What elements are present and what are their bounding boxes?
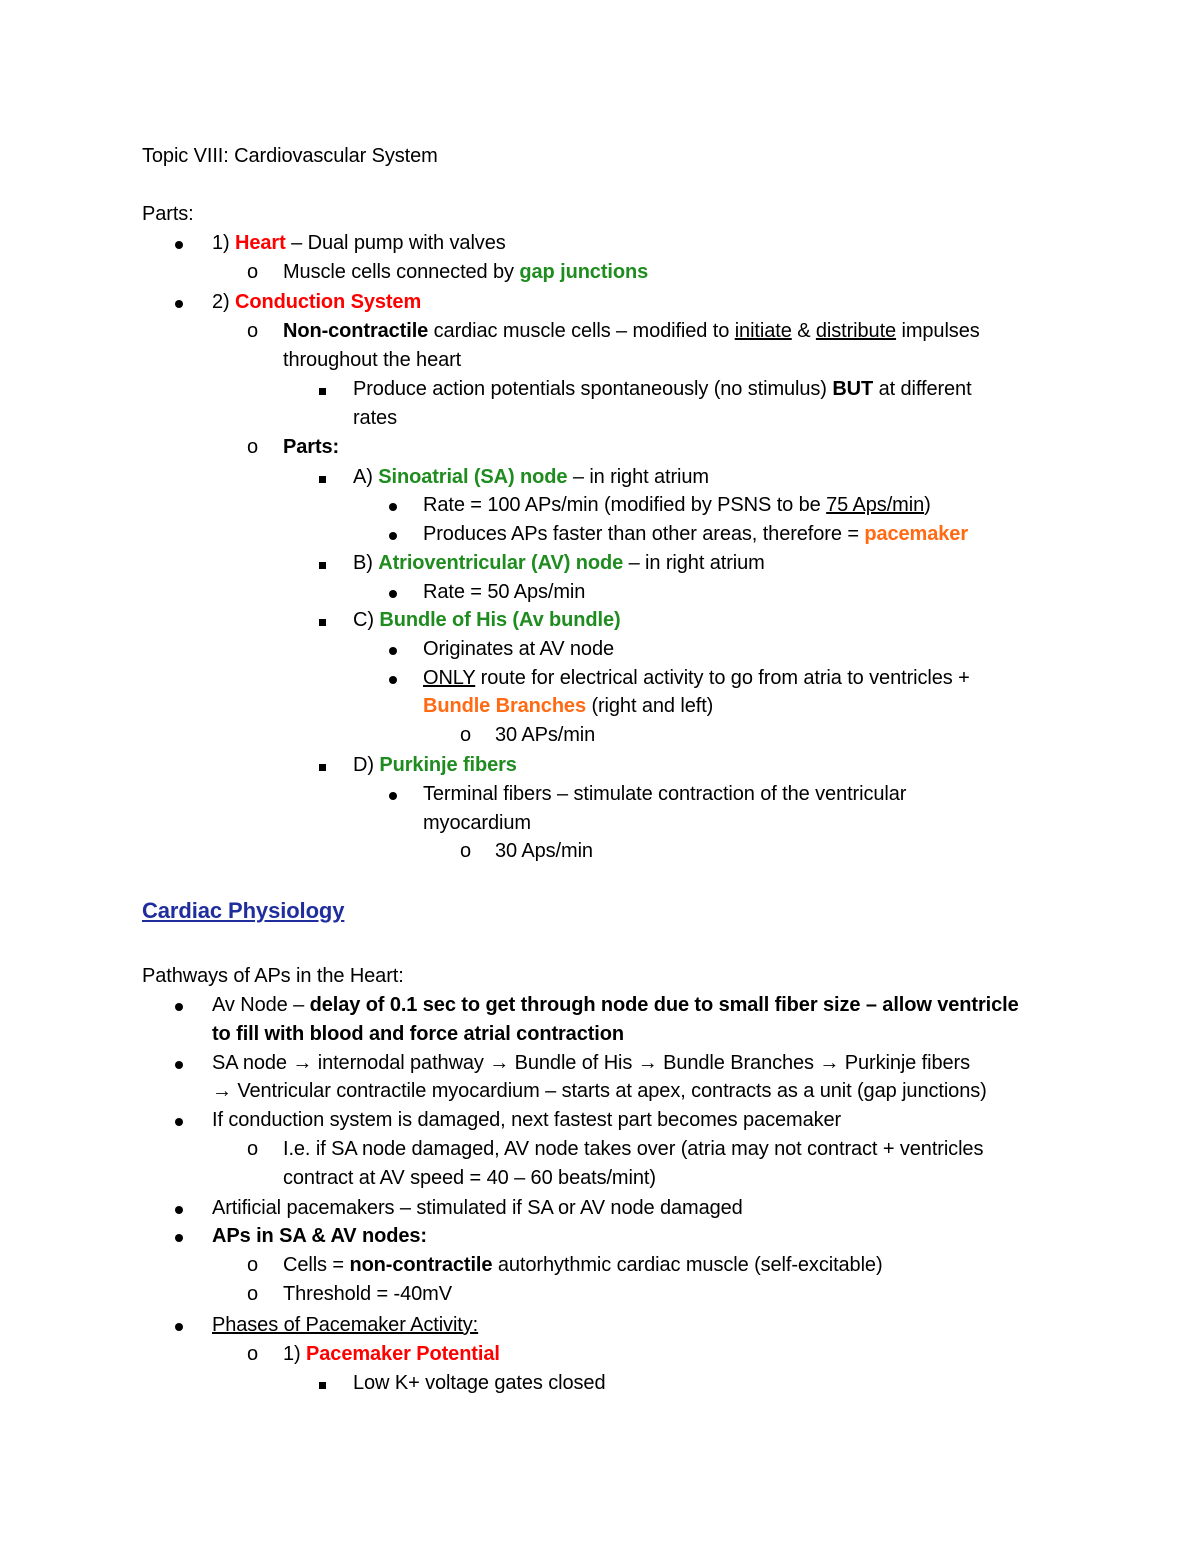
term-av-node: Atrioventricular (AV) node	[378, 552, 624, 574]
bold-text: Non-contractile	[283, 320, 429, 342]
bullet-square	[319, 464, 326, 490]
term-bundle-his: Bundle of His (Av bundle)	[379, 609, 621, 631]
bullet-square	[319, 607, 326, 633]
item-damaged: If conduction system is damaged, next fastest part becomes pacemaker	[212, 1109, 842, 1131]
term-gap-junctions: gap junctions	[519, 261, 649, 283]
term-conduction-system: Conduction System	[235, 291, 422, 313]
bullet-circle: o	[247, 261, 259, 283]
item-threshold: Threshold = -40mV	[283, 1283, 452, 1305]
item-text: (right and left)	[585, 695, 714, 717]
bullet-circle: o	[247, 1254, 259, 1276]
bullet-disc	[389, 492, 397, 518]
item-text: Av Node –	[212, 994, 310, 1016]
term-sa-node: Sinoatrial (SA) node	[378, 466, 568, 488]
bullet-disc	[175, 1107, 183, 1133]
item-text: – in right atrium	[567, 466, 709, 488]
item-only-route-cont	[423, 693, 713, 719]
item-purkinje-rate: 30 Aps/min	[495, 840, 593, 862]
bullet-square	[319, 1370, 326, 1396]
bullet-disc	[175, 1223, 183, 1249]
item-text: autorhythmic cardiac muscle (self-excitable)	[492, 1254, 883, 1276]
term-pacemaker-potential: Pacemaker Potential	[306, 1343, 500, 1365]
term-heart: Heart	[235, 232, 286, 254]
item-text: route for electrical activity to go from atria to ventricles +	[475, 667, 970, 689]
bullet-disc	[389, 579, 397, 605]
underlined-text: 75 Aps/min	[826, 494, 925, 516]
item-bundle-rate: 30 APs/min	[495, 724, 596, 746]
item-av-rate: Rate = 50 Aps/min	[423, 581, 586, 603]
item-letter: C)	[353, 609, 380, 631]
term-purkinje: Purkinje fibers	[379, 754, 517, 776]
item-heart	[212, 230, 506, 256]
item-text: at different	[873, 378, 972, 400]
bullet-disc	[389, 521, 397, 547]
item-only-route	[423, 665, 970, 691]
item-text: )	[924, 494, 931, 516]
bullet-circle: o	[247, 1343, 259, 1365]
item-text: Muscle cells connected by	[283, 261, 520, 283]
item-aps-nodes: APs in SA & AV nodes:	[212, 1225, 427, 1247]
item-purkinje	[353, 752, 517, 778]
bullet-circle: o	[247, 436, 259, 458]
item-av-delay	[212, 992, 1019, 1018]
item-pathway-cont: → Ventricular contractile myocardium – starts at apex, contracts as a unit (gap junctions)	[212, 1080, 987, 1102]
item-number: 1)	[283, 1343, 307, 1365]
term-bundle-branches: Bundle Branches	[423, 695, 586, 717]
item-gap-junctions	[283, 259, 648, 285]
pathways-label: Pathways of APs in the Heart:	[142, 965, 404, 987]
item-av-node	[353, 550, 765, 576]
item-produce-ap	[353, 376, 972, 402]
item-text: Rate = 100 APs/min (modified by PSNS to be	[423, 494, 827, 516]
bullet-disc	[175, 1312, 183, 1338]
bullet-disc	[175, 1050, 183, 1076]
sub-parts-label: Parts:	[283, 436, 340, 458]
item-sa-node	[353, 464, 709, 490]
page-title: Topic VIII: Cardiovascular System	[142, 145, 438, 167]
bullet-disc	[175, 992, 183, 1018]
item-letter: B)	[353, 552, 379, 574]
bold-text: BUT	[832, 378, 874, 400]
item-number: 1)	[212, 232, 236, 254]
item-letter: D)	[353, 754, 380, 776]
item-conduction-system	[212, 289, 421, 315]
underlined-text: ONLY	[423, 667, 476, 689]
bold-text: non-contractile	[349, 1254, 493, 1276]
item-av-delay-cont: to fill with blood and force atrial contraction	[212, 1023, 624, 1045]
bullet-circle: o	[460, 840, 472, 862]
bullet-disc	[175, 230, 183, 256]
item-phases: Phases of Pacemaker Activity:	[212, 1314, 479, 1336]
item-text: – Dual pump with valves	[285, 232, 506, 254]
item-pathway: SA node → internodal pathway → Bundle of His → Bundle Branches → Purkinje fibers	[212, 1052, 970, 1074]
bullet-disc	[389, 781, 397, 807]
underlined-text: distribute	[815, 320, 897, 342]
bullet-disc	[389, 636, 397, 662]
term-pacemaker: pacemaker	[864, 523, 968, 545]
item-text: Produce action potentials spontaneously (no stimulus)	[353, 378, 833, 400]
item-originates: Originates at AV node	[423, 638, 614, 660]
bullet-square	[319, 376, 326, 402]
item-text: Produces APs faster than other areas, therefore =	[423, 523, 865, 545]
item-bundle-his	[353, 607, 621, 633]
bullet-disc	[175, 289, 183, 315]
item-terminal-fibers-cont: myocardium	[423, 812, 531, 834]
bullet-circle: o	[247, 1138, 259, 1160]
bold-text: delay of 0.1 sec to get through node due to small fiber size – allow ventricle	[309, 994, 1019, 1016]
item-artificial: Artificial pacemakers – stimulated if SA or AV node damaged	[212, 1197, 743, 1219]
item-ie: I.e. if SA node damaged, AV node takes over (atria may not contract + ventricles	[283, 1138, 984, 1160]
section-heading: Cardiac Physiology	[142, 898, 345, 923]
bullet-circle: o	[247, 320, 259, 342]
underlined-text: initiate	[734, 320, 792, 342]
item-non-contractile-cont: throughout the heart	[283, 349, 462, 371]
item-text: impulses	[896, 320, 980, 342]
bullet-disc	[389, 665, 397, 691]
item-text: cardiac muscle cells – modified to	[428, 320, 735, 342]
item-letter: A)	[353, 466, 379, 488]
item-non-contractile	[283, 318, 980, 344]
item-number: 2)	[212, 291, 236, 313]
item-pacemaker-potential	[283, 1341, 500, 1367]
item-text: Cells =	[283, 1254, 350, 1276]
item-text: – in right atrium	[623, 552, 765, 574]
parts-label: Parts:	[142, 203, 194, 225]
item-produce-ap-cont: rates	[353, 407, 397, 429]
item-text: &	[791, 320, 816, 342]
item-terminal-fibers: Terminal fibers – stimulate contraction of the ventricular	[423, 783, 907, 805]
item-sa-rate	[423, 492, 931, 518]
item-sa-pacemaker	[423, 521, 968, 547]
bullet-circle: o	[247, 1283, 259, 1305]
bullet-circle: o	[460, 724, 472, 746]
bullet-square	[319, 752, 326, 778]
item-cells	[283, 1252, 883, 1278]
item-low-k: Low K+ voltage gates closed	[353, 1372, 606, 1394]
bullet-disc	[175, 1195, 183, 1221]
item-ie-cont: contract at AV speed = 40 – 60 beats/mint)	[283, 1167, 656, 1189]
bullet-square	[319, 550, 326, 576]
